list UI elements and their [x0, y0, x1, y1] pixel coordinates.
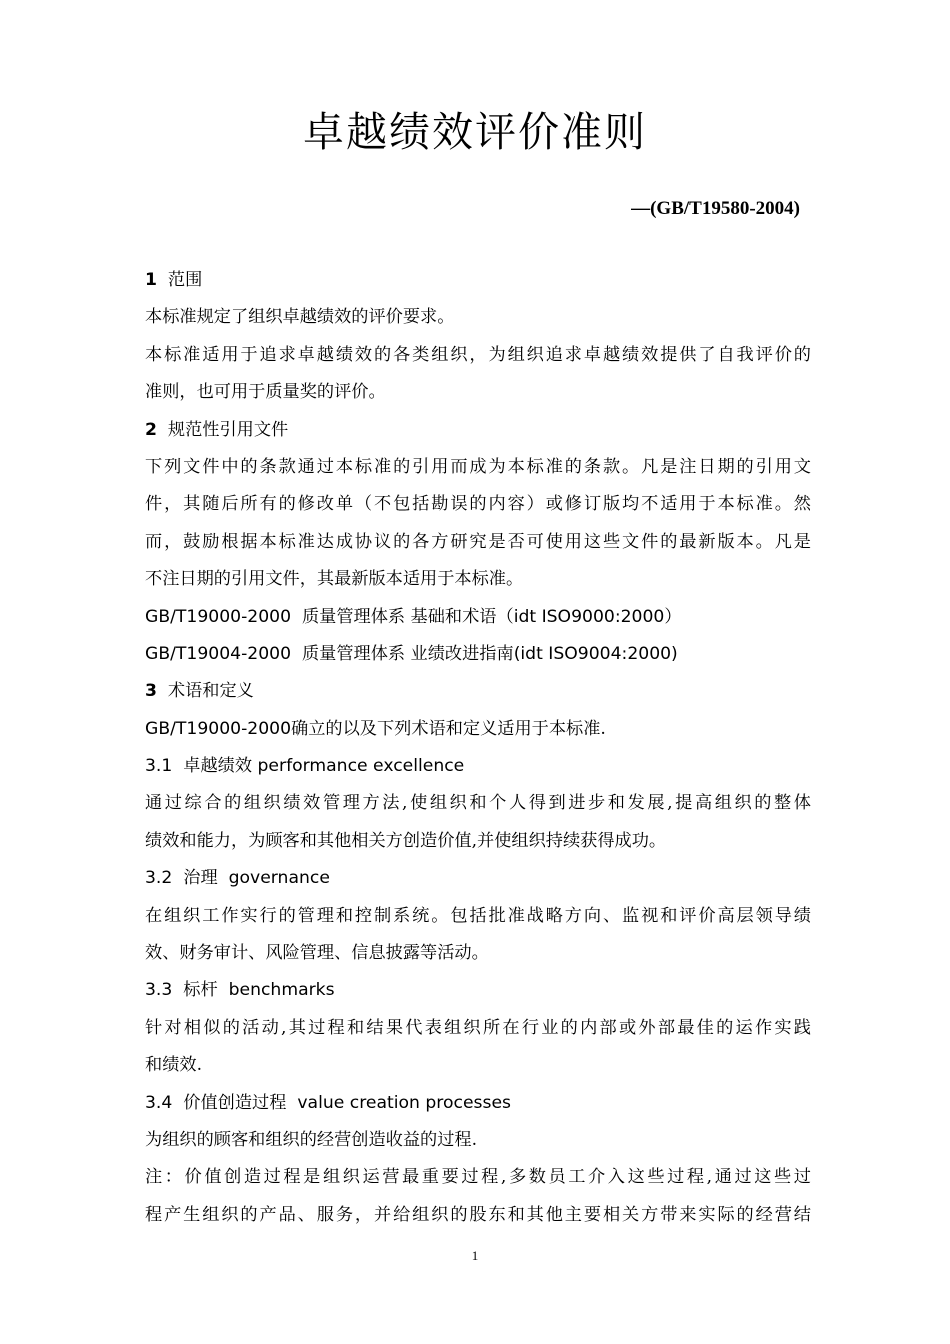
term-english: performance excellence [257, 756, 465, 777]
reference-item [145, 636, 811, 673]
term-heading-3-4 [145, 1085, 811, 1122]
paragraph-line: 下列文件中的条款通过本标准的引用而成为本标准的条款。凡是注日期的引用文 [145, 456, 811, 477]
section-heading-1 [145, 262, 811, 299]
paragraph-line: 和绩效. [145, 1055, 203, 1076]
paragraph-line: 为组织的顾客和组织的经营创造收益的过程. [145, 1129, 478, 1150]
term-english: governance [228, 868, 330, 889]
term-number: 3.2 [145, 868, 173, 889]
term-heading-3-2 [145, 860, 811, 897]
paragraph-line: 准则，也可用于质量奖的评价。 [145, 382, 386, 403]
note-line: 程产生组织的产品、服务，并给组织的股东和其他主要相关方带来实际的经营结 [145, 1204, 811, 1225]
paragraph-line: 不注日期的引用文件，其最新版本适用于本标准。 [145, 569, 524, 590]
standard-number: —(GB/T19580-2004) [631, 198, 800, 219]
term-name: 治理 [183, 868, 218, 889]
section-heading-2 [145, 412, 811, 449]
term-number: 3.1 [145, 756, 173, 777]
paragraph-line: 绩效和能力，为顾客和其他相关方创造价值,并使组织持续获得成功。 [145, 830, 667, 851]
section-title: 规范性引用文件 [167, 419, 289, 440]
reference-item [145, 599, 811, 636]
section-title: 术语和定义 [167, 681, 254, 702]
paragraph-line: 件，其随后所有的修改单（不包括勘误的内容）或修订版均不适用于本标准。然 [145, 494, 811, 515]
paragraph-line: 通过综合的组织绩效管理方法,使组织和个人得到进步和发展,提高组织的整体 [145, 793, 811, 814]
section-number: 3 [145, 681, 157, 702]
term-number: 3.3 [145, 980, 173, 1001]
reference-code: GB/T19000-2000 [145, 606, 292, 627]
section-number: 2 [145, 419, 157, 440]
term-name: 卓越绩效 [183, 756, 253, 777]
document-body [145, 262, 811, 1234]
paragraph-line: 本标准适用于追求卓越绩效的各类组织，为组织追求卓越绩效提供了自我评价的 [145, 344, 811, 365]
reference-code: GB/T19004-2000 [145, 643, 292, 664]
page-number: 1 [471, 1248, 479, 1263]
term-english: value creation processes [297, 1092, 511, 1113]
section-title: 范围 [167, 270, 203, 290]
document-title: 卓越绩效评价准则 [303, 108, 647, 156]
reference-idt: (idt ISO9004:2000) [513, 643, 678, 664]
paragraph-line: 针对相似的活动,其过程和结果代表组织所在行业的内部或外部最佳的运作实践 [145, 1017, 811, 1038]
section-number: 1 [145, 270, 157, 290]
term-heading-3-3 [145, 972, 811, 1009]
term-number: 3.4 [145, 1092, 173, 1113]
paragraph-line: 而，鼓励根据本标准达成协议的各方研究是否可使用这些文件的最新版本。凡是 [145, 531, 811, 552]
reference-close: ） [664, 606, 682, 627]
reference-name: 质量管理体系 业绩改进指南 [301, 643, 514, 664]
reference-code: GB/T19000-2000 [145, 718, 292, 739]
term-english: benchmarks [228, 980, 335, 1001]
paragraph-line: 效、财务审计、风险管理、信息披露等活动。 [145, 943, 489, 964]
paragraph-line: 在组织工作实行的管理和控制系统。包括批准战略方向、监视和评价高层领导绩 [145, 905, 811, 926]
note-line: 注：价值创造过程是组织运营最重要过程,多数员工介入这些过程,通过这些过 [145, 1167, 811, 1188]
section-heading-3 [145, 673, 811, 710]
reference-name: 质量管理体系 基础和术语（ [301, 606, 514, 627]
paragraph-line [145, 711, 811, 748]
paragraph-text: 确立的以及下列术语和定义适用于本标准. [291, 718, 606, 739]
paragraph-line: 本标准规定了组织卓越绩效的评价要求。 [145, 307, 455, 328]
term-heading-3-1 [145, 748, 811, 785]
term-name: 价值创造过程 [183, 1092, 287, 1113]
term-name: 标杆 [183, 980, 218, 1001]
reference-idt: idt ISO9000:2000 [513, 606, 665, 627]
